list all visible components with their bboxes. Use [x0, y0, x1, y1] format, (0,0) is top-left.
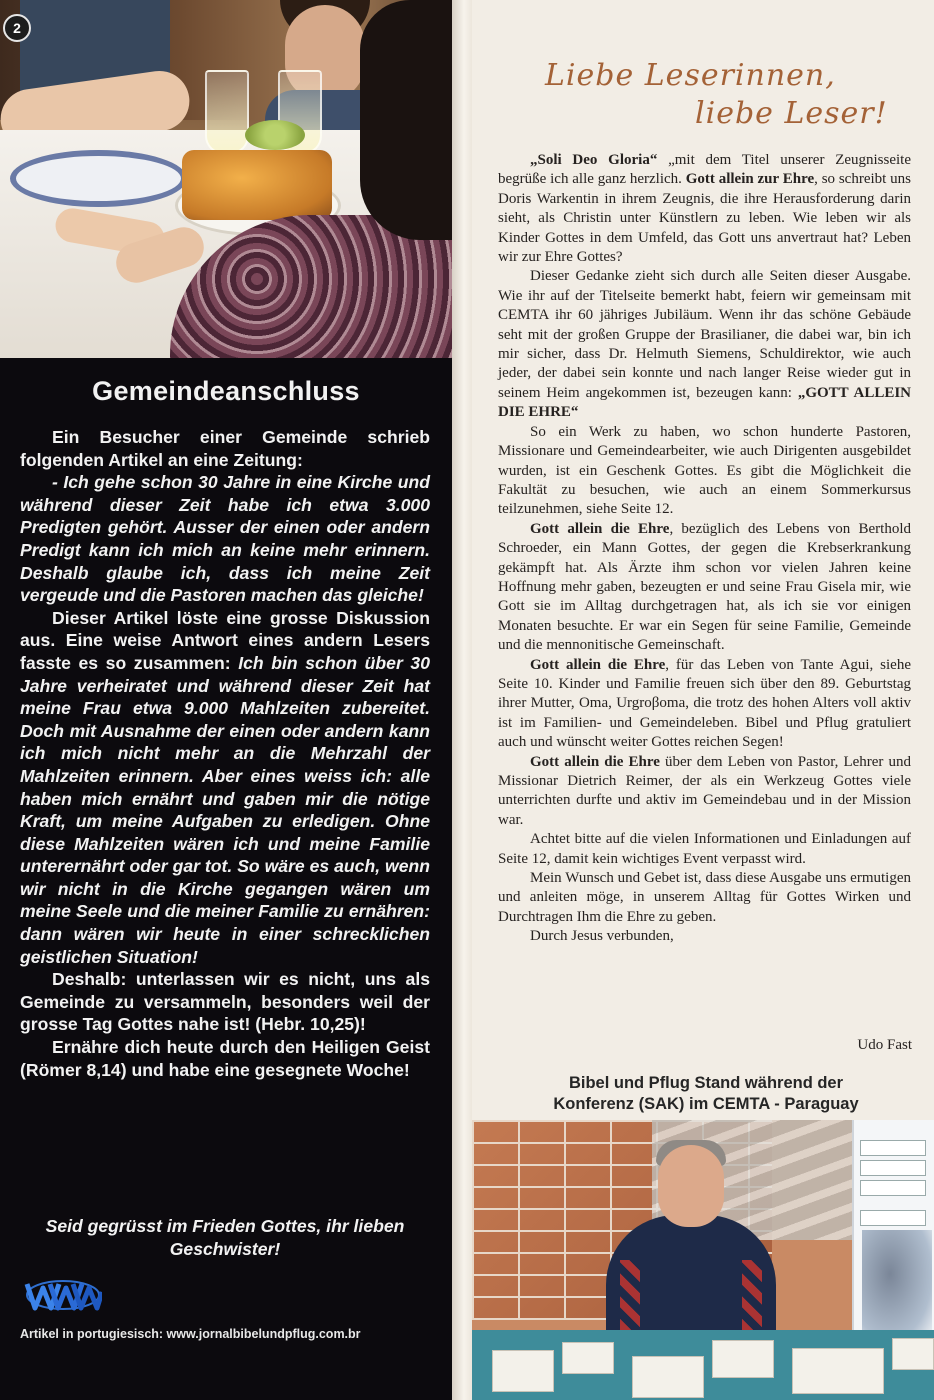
- family-dinner-photo: [0, 0, 452, 358]
- photo-caption: [478, 1073, 934, 1115]
- editorial-paragraph: Gott allein die Ehre über dem Leben von Pastor, Lehrer und Missionar Dietrich Reimer, der als ein Werkzeug Gottes viele unterrichten durfte und aktiv im Gemeindebau und in der Mission war.: [498, 753, 911, 828]
- editorial-paragraph: Durch Jesus verbunden,: [530, 928, 674, 945]
- editorial-paragraph: So ein Werk zu haben, wo schon hunderte Pastoren, Missionare und Gemeindearbeiter, wie auch Dirigenten ausgebildet wurden, ist ein Geschenk Gottes. Es gibt die Möglichkeit die Fakultät zu besuchen, wie auch an einem Sommerkursus teilzunehmen, siehe Seite 12.: [498, 423, 911, 518]
- left-paragraph: Ein Besucher einer Gemeinde schrieb folgenden Artikel an eine Zeitung:: [20, 427, 430, 470]
- left-closing-greeting: Seid gegrüsst im Frieden Gottes, ihr lieben Geschwister!: [45, 1216, 405, 1259]
- editorial-heading-line1: Liebe Leserinnen,: [545, 58, 836, 93]
- left-column: [0, 0, 452, 1400]
- editorial-paragraph: Gott allein die Ehre, für das Leben von Tante Agui, siehe Seite 10. Kinder und Familie freuen sich über den 89. Geburtstag ihrer Mutter, Oma, Urgroβoma, die trotz des hohen Alters voll aktiv ist im Familien- und Gemeindeleben. Bibel und Pflug gratuliert auch und wünscht weiter Gottes reichen Segen!: [498, 656, 911, 751]
- portuguese-article-link[interactable]: Artikel in portugiesisch: www.jornalbibelundpflug.com.br: [20, 1327, 361, 1341]
- editorial-paragraph: Dieser Gedanke zieht sich durch alle Seiten dieser Ausgabe. Wie ihr auf der Titelseite bemerkt habt, feiern wir gemeinsam mit CEMTA ihr 60 jähriges Jubiläum. Wenn ihr das schöne Gebäude seht mit der großen Gruppe der Brasilianer, die dabei war, bin ich mir sicher, dass Dr. Helmuth Siemens, Schuldirektor, wie auch jeder, der dabei sein konnte und nach langer Reise wieder gut in seinem Heim angekommen ist, bezeugen kann: „GOTT ALLEIN DIE EHRE“: [498, 268, 911, 421]
- editorial-paragraph: Achtet bitte auf die vielen Informationen und Einladungen auf Seite 12, damit kein wichtiges Event verpasst wird.: [498, 831, 911, 867]
- photo-caption-line: Konferenz (SAK) im CEMTA - Paraguay: [553, 1095, 859, 1113]
- editorial-paragraph: Mein Wunsch und Gebet ist, dass diese Ausgabe uns ermutigen und anleiten möge, in unserem Alltag für Gottes Wirken und Durchtragen Ihm die Ehre zu geben.: [498, 870, 911, 925]
- left-quote: - Ich gehe schon 30 Jahre in eine Kirche und während dieser Zeit habe ich etwa 3.000 Predigten gehört. Ausser der einen oder andern Predigt kann ich mich an keine mehr erinnern. Deshalb glaube ich, dass ich meine Zeit vergeude und die Pastoren machen das gleiche!: [20, 472, 430, 606]
- editorial-body: [498, 151, 911, 947]
- left-article-title: Gemeindeanschluss: [92, 376, 360, 406]
- photo-caption-line: Bibel und Pflug Stand während der: [568, 1074, 844, 1092]
- editorial-paragraph: „Soli Deo Gloria“ „mit dem Titel unserer Zeugnisseite begrüße ich alle ganz herzlich. Gott allein zur Ehre, so schreibt uns Doris Warkentin in ihrem Zeugnis, die ihre Herausforderung darin sieht, als Christin unter Künstlern zu leben. Wie leben wir als Kinder Gottes in dem Umfeld, das Gott uns anvertraut hat? Leben wir zur Ehre Gottes?: [498, 152, 912, 266]
- page-number: 2: [3, 14, 31, 42]
- www-globe-logo-icon: [24, 1278, 102, 1312]
- conference-stand-photo: [472, 1120, 934, 1400]
- left-paragraph: Ernähre dich heute durch den Heiligen Geist (Römer 8,14) und habe eine gesegnete Woche!: [20, 1037, 430, 1080]
- page-gutter: [452, 0, 472, 1400]
- left-paragraph: Deshalb: unterlassen wir es nicht, uns als Gemeinde zu versammeln, besonders weil der grosse Tag Gottes nahe ist! (Hebr. 10,25)!: [20, 969, 430, 1035]
- left-article-body: [20, 426, 430, 1081]
- editorial-paragraph: Gott allein die Ehre, bezüglich des Lebens von Berthold Schroeder, ein Mann Gottes, der gegen die Krebserkrankung gekämpft hat. Als Ärzte ihm schon vor vielen Jahren keine Hoffnung mehr gaben, bezeugten er und seine Frau Gisela mir, wie Gott sie im Alltag durchgetragen hat, als ich sie vor einigen Monaten besuchte. Er war ein Segen für seine Familie, Gemeinde und die mennonitische Gemeinschaft.: [498, 520, 911, 654]
- left-paragraph: Dieser Artikel löste eine grosse Diskussion aus. Eine weise Antwort eines andern Lesers fasste es so zusammen: Ich bin schon über 30 Jahre verheiratet und während dieser Zeit hat meine Frau etwa 9.000 Mahlzeiten zubereitet. Doch mit Ausnahme der einen oder andern kann ich mich nicht mehr an die Mehrzahl der Mahlzeiten erinnern. Aber eines weiss ich: alle haben mich ernährt und gaben mir die nötige Kraft, um meine Aufgaben zu erledigen. Ohne diese Mahlzeiten wären ich und meine Familie unterernährt oder gar tot. So wäre es auch, wenn wir nicht in die Kirche gegangen wären um meine Seele und die meiner Familie zu ernähren: dann wären wir heute in einer schrecklichen geistlichen Situation!: [20, 607, 430, 967]
- editorial-heading-line2: liebe Leser!: [695, 96, 888, 131]
- editorial-signature: Udo Fast: [857, 1037, 912, 1053]
